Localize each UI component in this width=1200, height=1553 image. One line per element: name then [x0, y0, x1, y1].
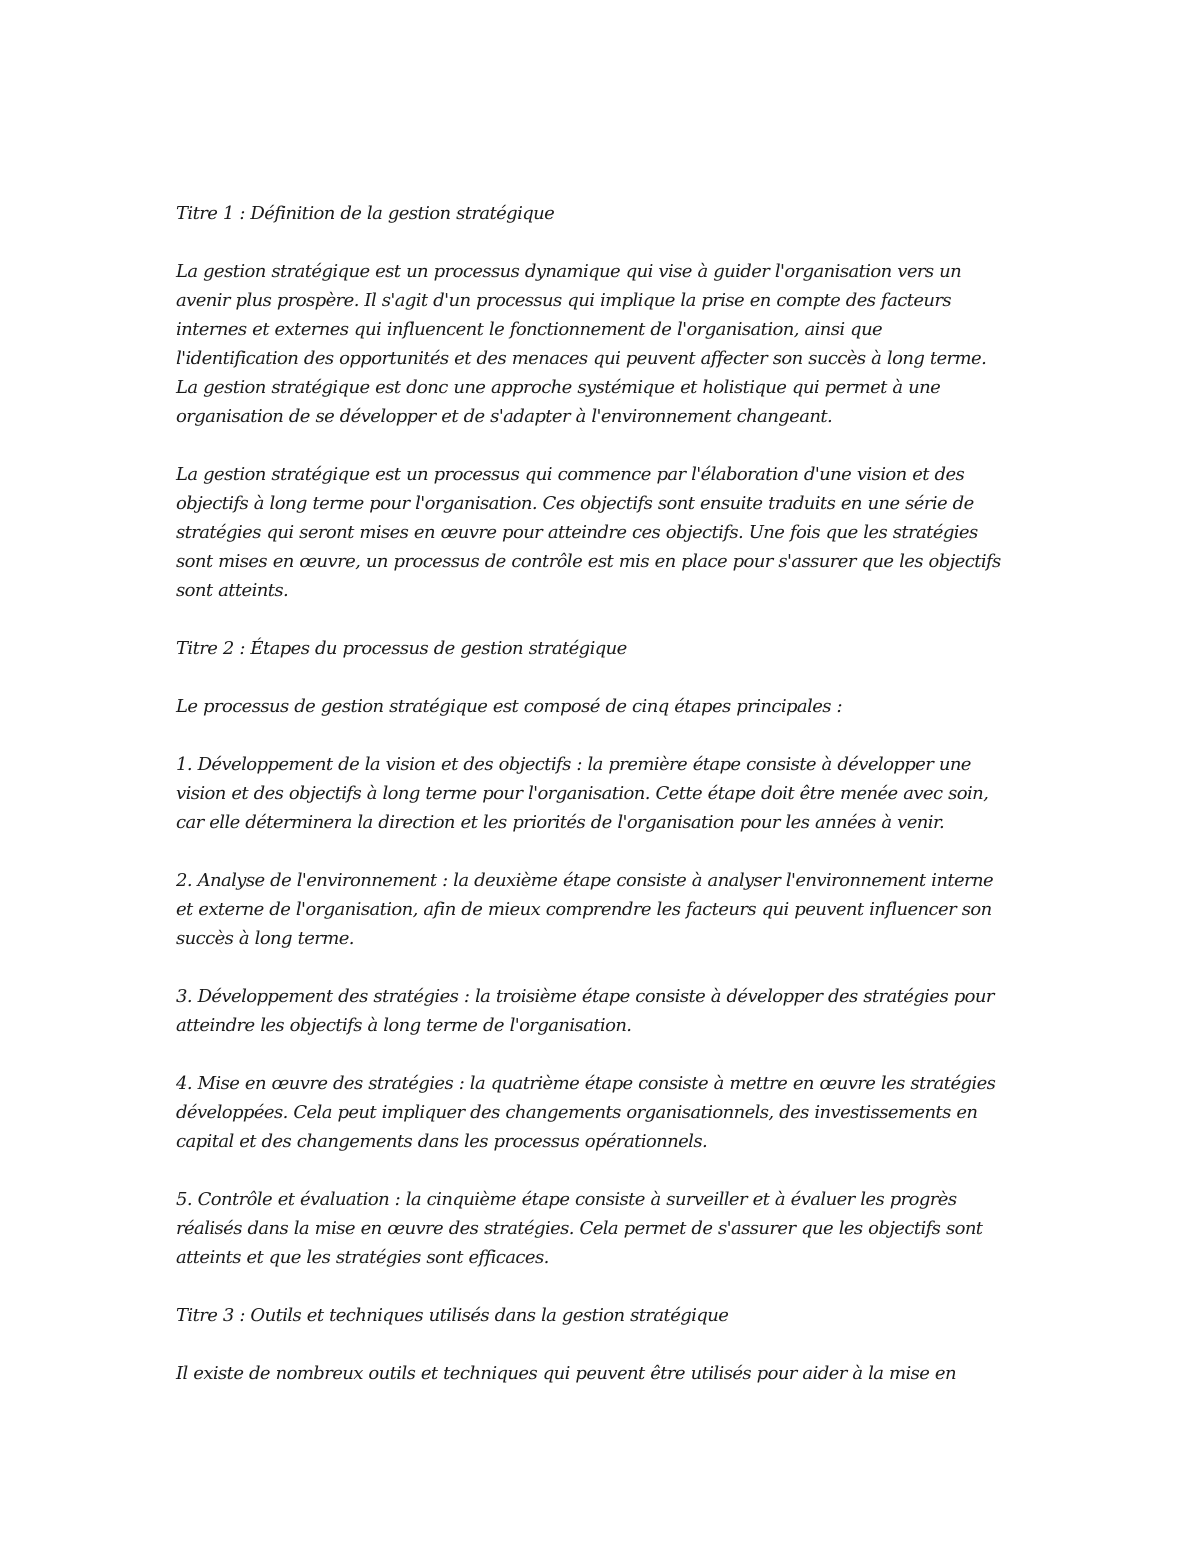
heading-2-line: Titre 2 : Étapes du processus de gestion stratégique: [176, 638, 627, 659]
paragraph-1-line: internes et externes qui influencent le fonctionnement de l'organisation, ainsi que: [176, 319, 883, 340]
step-3-line: atteindre les objectifs à long terme de l'organisation.: [176, 1015, 632, 1036]
paragraph-1: [176, 257, 1036, 431]
step-2-line: succès à long terme.: [176, 928, 354, 949]
step-5: [176, 1185, 1036, 1272]
step-5-line: 5. Contrôle et évaluation : la cinquième étape consiste à surveiller et à évaluer les progrès: [176, 1189, 957, 1210]
step-4-line: capital et des changements dans les processus opérationnels.: [176, 1131, 708, 1152]
paragraph-2-line: sont atteints.: [176, 580, 289, 601]
heading-3: [176, 1301, 1036, 1330]
step-3: [176, 982, 1036, 1040]
paragraph-2-line: sont mises en œuvre, un processus de contrôle est mis en place pour s'assurer que les objectifs: [176, 551, 1001, 572]
step-1-line: 1. Développement de la vision et des objectifs : la première étape consiste à développer une: [176, 754, 971, 775]
step-5-line: atteints et que les stratégies sont efficaces.: [176, 1247, 549, 1268]
paragraph-3-line: Le processus de gestion stratégique est composé de cinq étapes principales :: [176, 696, 842, 717]
step-3-line: 3. Développement des stratégies : la troisième étape consiste à développer des stratégies pour: [176, 986, 994, 1007]
step-2-line: et externe de l'organisation, afin de mieux comprendre les facteurs qui peuvent influencer son: [176, 899, 992, 920]
step-1-line: car elle déterminera la direction et les priorités de l'organisation pour les années à venir.: [176, 812, 945, 833]
paragraph-1-line: organisation de se développer et de s'adapter à l'environnement changeant.: [176, 406, 833, 427]
heading-1-line: Titre 1 : Définition de la gestion stratégique: [176, 203, 555, 224]
step-4-line: 4. Mise en œuvre des stratégies : la quatrième étape consiste à mettre en œuvre les stratégies: [176, 1073, 996, 1094]
paragraph-3: [176, 692, 1036, 721]
paragraph-2-line: La gestion stratégique est un processus qui commence par l'élaboration d'une vision et des: [176, 464, 965, 485]
paragraph-1-line: avenir plus prospère. Il s'agit d'un processus qui implique la prise en compte des facteurs: [176, 290, 952, 311]
step-4: [176, 1069, 1036, 1156]
step-4-line: développées. Cela peut impliquer des changements organisationnels, des investissements en: [176, 1102, 978, 1123]
paragraph-1-line: l'identification des opportunités et des menaces qui peuvent affecter son succès à long terme.: [176, 348, 987, 369]
paragraph-2: [176, 460, 1036, 605]
paragraph-4-line: Il existe de nombreux outils et techniques qui peuvent être utilisés pour aider à la mise en: [176, 1363, 956, 1384]
step-1: [176, 750, 1036, 837]
heading-2: [176, 634, 1036, 663]
paragraph-1-line: La gestion stratégique est un processus dynamique qui vise à guider l'organisation vers un: [176, 261, 962, 282]
document-body: [176, 199, 1036, 1417]
paragraph-2-line: objectifs à long terme pour l'organisation. Ces objectifs sont ensuite traduits en une série de: [176, 493, 974, 514]
step-2-line: 2. Analyse de l'environnement : la deuxième étape consiste à analyser l'environnement interne: [176, 870, 994, 891]
paragraph-1-line: La gestion stratégique est donc une approche systémique et holistique qui permet à une: [176, 377, 941, 398]
heading-3-line: Titre 3 : Outils et techniques utilisés dans la gestion stratégique: [176, 1305, 729, 1326]
step-5-line: réalisés dans la mise en œuvre des stratégies. Cela permet de s'assurer que les objectifs sont: [176, 1218, 983, 1239]
paragraph-2-line: stratégies qui seront mises en œuvre pour atteindre ces objectifs. Une fois que les stratégies: [176, 522, 978, 543]
heading-1: [176, 199, 1036, 228]
step-2: [176, 866, 1036, 953]
paragraph-4: [176, 1359, 1036, 1388]
step-1-line: vision et des objectifs à long terme pour l'organisation. Cette étape doit être menée avec soin,: [176, 783, 989, 804]
